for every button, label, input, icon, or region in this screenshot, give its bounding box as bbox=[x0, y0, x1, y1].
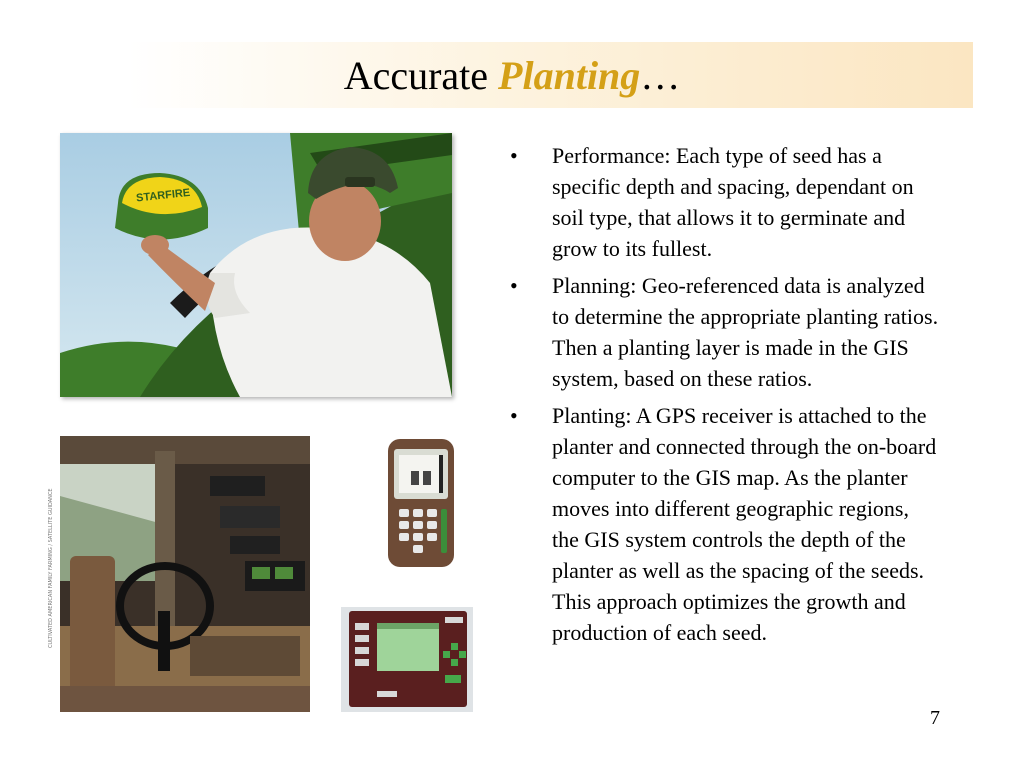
bullet-performance bbox=[510, 140, 940, 264]
bullet-text: Planting: A GPS receiver is attached to the planter and connected through the on-board computer to the GIS map. As the planter moves into different geographic regions, the GIS system controls the depth of the planter as well as the spacing of the seeds. This approach optimizes the growth and production of each seed. bbox=[552, 403, 937, 645]
bullet-text: Planning: Geo-referenced data is analyzed to determine the appropriate planting ratios. Then a planting layer is made in the GIS system, based on these ratios. bbox=[552, 273, 939, 391]
handheld-gps-photo bbox=[385, 437, 457, 569]
starfire-label: STARFIRE bbox=[135, 186, 191, 205]
bullet-text: Performance: Each type of seed has a specific depth and spacing, dependant on soil type, that allows it to germinate and grow to its fullest. bbox=[552, 143, 914, 261]
bullet-list bbox=[510, 140, 940, 654]
photo-credit-caption: CULTIVATED AMERICAN FAMILY FARMING / SATELLITE GUIDANCE bbox=[48, 488, 54, 648]
bullet-marker: • bbox=[510, 143, 518, 168]
bullet-marker: • bbox=[510, 273, 518, 298]
slide-title bbox=[0, 50, 1024, 102]
bullet-planning bbox=[510, 270, 940, 394]
display-controller-photo bbox=[341, 607, 473, 712]
title-main: Accurate bbox=[343, 53, 499, 98]
bullet-planting bbox=[510, 400, 940, 648]
title-accent: Planting bbox=[498, 53, 641, 98]
title-suffix: … bbox=[640, 53, 681, 98]
tractor-cab-photo bbox=[60, 436, 310, 712]
page-number: 7 bbox=[930, 707, 940, 729]
bullet-marker: • bbox=[510, 403, 518, 428]
starfire-receiver-photo bbox=[60, 133, 452, 397]
